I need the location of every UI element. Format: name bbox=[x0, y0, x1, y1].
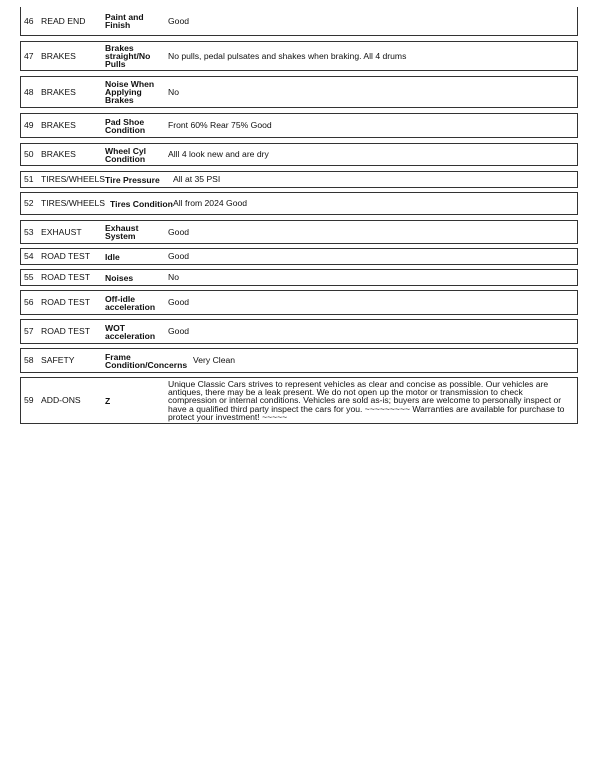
row-number: 55 bbox=[24, 272, 34, 282]
row-item: Wheel Cyl Condition bbox=[105, 145, 147, 164]
row-category: EXHAUST bbox=[41, 226, 82, 237]
row-category: ROAD TEST bbox=[41, 251, 91, 261]
row-item: WOT acceleration bbox=[105, 322, 156, 341]
table-row bbox=[20, 143, 578, 166]
row-value: Front 60% Rear 75% Good bbox=[168, 120, 272, 131]
row-item: Tire Pressure bbox=[105, 174, 160, 185]
row-category: BRAKES bbox=[41, 149, 76, 159]
table-row bbox=[20, 377, 578, 424]
table-row bbox=[20, 113, 578, 138]
row-number: 53 bbox=[24, 226, 34, 237]
row-category: ROAD TEST bbox=[41, 297, 91, 307]
row-number: 58 bbox=[24, 355, 34, 365]
row-number: 56 bbox=[24, 297, 34, 307]
row-number: 46 bbox=[24, 15, 34, 26]
row-value: Unique Classic Cars strives to represent vehicles as clear and concise as possible. Our vehicles are antiques, there may be a leak present. We do not open up the motor or transmission to check compression or internal conditions. Vehicles are sold as-is; buyers are welcome to personally inspect or have a qualified third party inspect the cars for you. ~~~~~~~~~ Warranties are available for purchase to protect your investment! ~~~~~ bbox=[168, 378, 565, 422]
row-value: Alll 4 look new and are dry bbox=[168, 149, 269, 160]
table-row bbox=[20, 171, 578, 188]
row-value: Good bbox=[168, 226, 190, 237]
row-item: Tires Condition bbox=[110, 198, 173, 209]
row-number: 47 bbox=[24, 50, 34, 61]
table-row bbox=[20, 220, 578, 244]
row-item: Brakes straight/No Pulls bbox=[105, 43, 151, 69]
table-row bbox=[20, 7, 578, 36]
row-value: All at 35 PSI bbox=[173, 174, 221, 185]
row-item: Noise When Applying Brakes bbox=[105, 79, 155, 105]
table-row bbox=[20, 248, 578, 265]
row-item: Frame Condition/Concerns bbox=[105, 351, 188, 370]
row-number: 51 bbox=[24, 174, 34, 184]
row-number: 54 bbox=[24, 251, 34, 261]
row-category: ADD-ONS bbox=[41, 395, 81, 405]
row-value: No bbox=[168, 86, 179, 97]
row-item: Paint and Finish bbox=[105, 12, 144, 30]
table-row bbox=[20, 319, 578, 344]
row-category: ROAD TEST bbox=[41, 272, 91, 282]
row-category: TIRES/WHEELS bbox=[41, 198, 105, 208]
row-item: Z bbox=[105, 395, 111, 406]
row-number: 59 bbox=[24, 395, 34, 405]
row-value: No bbox=[168, 272, 179, 283]
row-value: Good bbox=[168, 326, 190, 337]
row-value: Good bbox=[168, 15, 190, 26]
row-item: Noises bbox=[105, 272, 134, 283]
row-category: ROAD TEST bbox=[41, 326, 91, 336]
table-row bbox=[20, 41, 578, 71]
row-item: Off-idle acceleration bbox=[105, 293, 156, 312]
row-number: 50 bbox=[24, 149, 34, 159]
table-row bbox=[20, 348, 578, 373]
row-number: 57 bbox=[24, 326, 34, 336]
row-item: Exhaust System bbox=[105, 223, 139, 241]
table-row bbox=[20, 192, 578, 215]
row-number: 48 bbox=[24, 86, 34, 97]
row-category: BRAKES bbox=[41, 50, 76, 61]
row-value: Good bbox=[168, 251, 190, 262]
row-category: BRAKES bbox=[41, 120, 76, 130]
row-value: Very Clean bbox=[193, 355, 236, 366]
table-row bbox=[20, 269, 578, 286]
row-value: Good bbox=[168, 297, 190, 308]
row-item: Idle bbox=[105, 251, 120, 262]
row-category: TIRES/WHEELS bbox=[41, 174, 105, 184]
table-row bbox=[20, 76, 578, 108]
row-value: All from 2024 Good bbox=[173, 198, 248, 209]
row-category: SAFETY bbox=[41, 355, 75, 365]
row-item: Pad Shoe Condition bbox=[105, 116, 146, 135]
row-category: READ END bbox=[41, 15, 86, 26]
row-number: 52 bbox=[24, 198, 34, 208]
table-row bbox=[20, 290, 578, 315]
row-value: No pulls, pedal pulsates and shakes when braking. All 4 drums bbox=[168, 50, 407, 61]
row-number: 49 bbox=[24, 120, 34, 130]
row-category: BRAKES bbox=[41, 86, 76, 97]
